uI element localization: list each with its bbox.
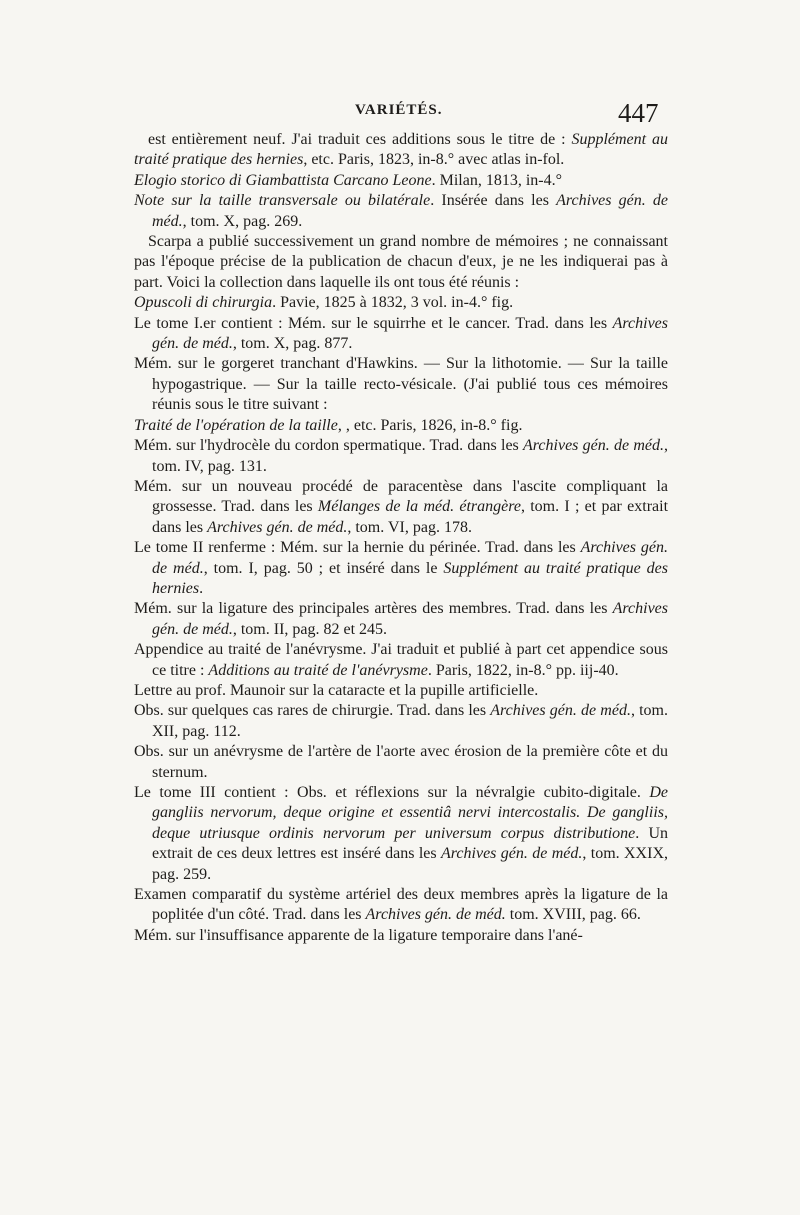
text-segment: Obs. sur quelques cas rares de chirurgie. Trad. dans les xyxy=(134,702,491,720)
bibliography-entry xyxy=(134,783,668,885)
text-segment: , tom. I, pag. 50 ; et inséré dans le xyxy=(203,559,444,577)
text-segment: , tom. XXIX, pag. 259. xyxy=(152,845,668,883)
text-segment: , , etc. Paris, 1826, in-8.° fig. xyxy=(337,416,523,434)
italic-title: Supplément au traité pratique des hernies xyxy=(134,131,668,169)
italic-title: Archives gén. de méd. xyxy=(152,192,668,230)
bibliography-entry xyxy=(134,742,668,783)
body-text xyxy=(134,130,668,946)
bibliography-entry xyxy=(134,640,668,681)
text-segment: Obs. sur un anévrysme de l'artère de l'aorte avec érosion de la première côte et du sternum. xyxy=(134,743,668,781)
italic-title: Archives gén. de méd. xyxy=(490,702,631,720)
text-segment: Le tome III contient : Obs. et réflexions sur la névralgie cubito-digitale. xyxy=(134,784,650,801)
italic-title: Archives gén. de méd. xyxy=(152,314,668,353)
running-head: VARIÉTÉS. xyxy=(355,102,443,118)
bibliography-entry xyxy=(134,130,668,171)
bibliography-entry xyxy=(134,477,668,538)
text-segment: Mém. sur l'hydrocèle du cordon spermatique. Trad. dans les xyxy=(134,437,524,455)
italic-title: Additions au traité de l'anévrysme xyxy=(208,661,428,679)
text-segment: Examen comparatif du système artériel des deux membres après la ligature de la poplitée d'un côté. Trad. dans les xyxy=(134,886,668,924)
italic-title: Archives gén. de méd. xyxy=(523,437,664,455)
italic-title: De gangliis nervorum, deque origine et essentiâ nervi intercostalis. De gangliis, deque utriusque ordinis nervorum per universum corpus distributione xyxy=(152,784,668,842)
bibliography-entry xyxy=(134,354,668,415)
bibliography-entry xyxy=(134,293,668,313)
italic-title: Elogio storico di Giambattista Carcano Leone xyxy=(134,171,432,189)
italic-title: Note sur la taille transversale ou bilatérale xyxy=(134,192,431,210)
text-segment: . Milan, 1813, in-4.° xyxy=(431,171,563,189)
text-segment: est entièrement neuf. J'ai traduit ces additions sous le titre de : xyxy=(148,131,572,148)
text-segment: , tom. VI, pag. 178. xyxy=(347,518,472,536)
text-segment: . xyxy=(199,579,204,597)
italic-title: Mélanges de la méd. étrangère xyxy=(317,498,521,516)
text-segment: Le tome I.er contient : Mém. sur le squirrhe et le cancer. Trad. dans les xyxy=(134,314,613,332)
text-segment: tom. XVIII, pag. 66. xyxy=(505,906,641,924)
italic-title: Archives gén. de méd. xyxy=(207,518,348,536)
italic-title: Archives gén. de méd. xyxy=(152,539,669,577)
text-segment: Mém. sur l'insuffisance apparente de la ligature temporaire dans l'ané- xyxy=(134,926,583,944)
text-segment: Scarpa a publié successivement un grand nombre de mémoires ; ne connaissant pas l'époque précise de la publication de chacun d'eux, je ne les indiquerai pas à part. Voici la collection dans laquelle ils ont tous été réunis : xyxy=(134,233,668,291)
text-segment: , etc. Paris, 1823, in-8.° avec atlas in-fol. xyxy=(303,151,565,169)
italic-title: Archives gén. de méd. xyxy=(365,906,506,924)
text-segment: Le tome II renferme : Mém. sur la hernie du périnée. Trad. dans les xyxy=(134,539,581,557)
bibliography-entry xyxy=(134,926,668,946)
text-segment: Mém. sur un nouveau procédé de paracentèse dans l'ascite compliquant la grossesse. Trad. dans les xyxy=(134,477,668,516)
bibliography-entry xyxy=(134,436,668,477)
page-number: 447 xyxy=(618,98,659,128)
italic-title: Opuscoli di chirurgia xyxy=(134,294,273,312)
text-segment: , tom. X, pag. 269. xyxy=(182,212,303,230)
italic-title: Traité de l'opération de la taille xyxy=(134,416,338,434)
text-segment: , tom. I ; et par extrait dans les xyxy=(152,498,669,536)
text-segment: . Insérée dans les xyxy=(430,192,557,210)
bibliography-entry xyxy=(134,416,668,436)
text-segment: Appendice au traité de l'anévrysme. J'ai traduit et publié à part cet appendice sous ce titre : xyxy=(134,641,668,679)
text-segment: , tom. X, pag. 877. xyxy=(232,335,353,353)
bibliography-entry xyxy=(134,171,668,191)
text-segment: . Un extrait de ces deux lettres est inséré dans les xyxy=(152,824,668,863)
text-segment: , tom. XII, pag. 112. xyxy=(152,702,668,740)
text-segment: , tom. IV, pag. 131. xyxy=(152,437,668,475)
bibliography-entry xyxy=(134,681,668,701)
text-segment: , tom. II, pag. 82 et 245. xyxy=(232,620,388,638)
italic-title: Archives gén. de méd. xyxy=(152,600,668,638)
bibliography-entry xyxy=(134,191,668,232)
bibliography-entry xyxy=(134,232,668,293)
italic-title: Archives gén. de méd. xyxy=(441,845,583,863)
text-segment: . Pavie, 1825 à 1832, 3 vol. in-4.° fig. xyxy=(272,294,514,312)
text-segment: Lettre au prof. Maunoir sur la cataracte et la pupille artificielle. xyxy=(134,681,539,699)
bibliography-entry xyxy=(134,538,668,599)
bibliography-entry xyxy=(134,599,668,640)
text-segment: Mém. sur la ligature des principales artères des membres. Trad. dans les xyxy=(134,600,613,618)
italic-title: Supplément au traité pratique des hernies xyxy=(152,559,669,597)
text-segment: . Paris, 1822, in-8.° pp. iij-40. xyxy=(427,661,619,679)
text-segment: Mém. sur le gorgeret tranchant d'Hawkins. — Sur la lithotomie. — Sur la taille hypogastrique. — Sur la taille recto-vésicale. (J'ai publié tous ces mémoires réunis sous le titre suivant : xyxy=(134,355,668,414)
bibliography-entry xyxy=(134,885,668,926)
bibliography-entry xyxy=(134,314,668,355)
bibliography-entry xyxy=(134,701,668,742)
